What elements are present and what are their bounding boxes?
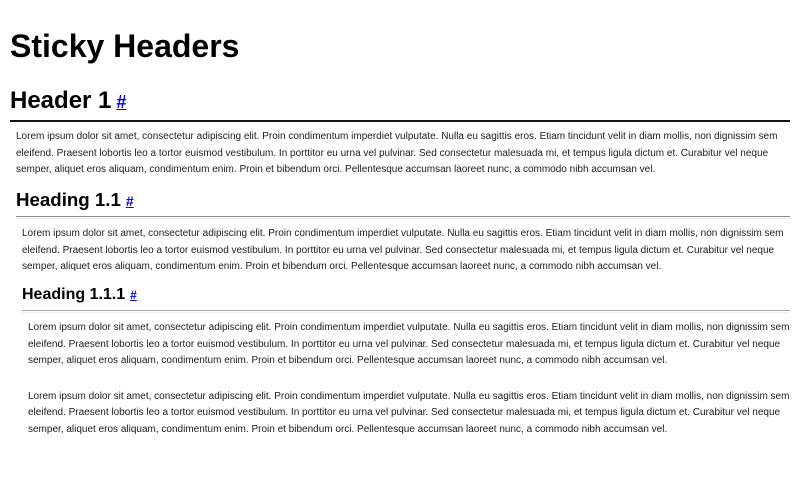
heading-1-1-heading-text: Heading 1.1 — [16, 188, 121, 210]
header-1-heading — [10, 87, 790, 115]
section-heading-1-1 — [16, 189, 790, 438]
paragraph: Lorem ipsum dolor sit amet, consectetur adipiscing elit. Proin condimentum imperdiet vulputate. Nulla eu sagittis eros. Etiam tincidunt velit in diam mollis, non dignissim sem eleifend. Praesent lobortis leo a tortor euismod vestibulum. In porttitor eu urna vel pulvinar. Sed consectetur malesuada mi, et tempus ligula dictum et. Curabitur vel neque semper, aliquet eros aliquam, condimentum enim. Proin et bibendum orci. Pellentesque accumsan laoreet nunc, a commodo nibh accumsan vel. — [16, 131, 778, 176]
page-content — [0, 28, 800, 438]
heading-1-1-1-heading-text: Heading 1.1.1 — [22, 285, 126, 303]
paragraph: Lorem ipsum dolor sit amet, consectetur adipiscing elit. Proin condimentum imperdiet vulputate. Nulla eu sagittis eros. Etiam tincidunt velit in diam mollis, non dignissim sem eleifend. Praesent lobortis leo a tortor euismod vestibulum. In porttitor eu urna vel pulvinar. Sed consectetur malesuada mi, et tempus ligula dictum et. Curabitur vel neque semper, aliquet eros aliquam, condimentum enim. Proin et bibendum orci. Pellentesque accumsan laoreet nunc, a commodo nibh accumsan vel. — [28, 390, 790, 435]
heading-1-1-anchor-link[interactable]: # — [125, 192, 134, 209]
heading-1-1-divider — [16, 216, 790, 219]
header-1-heading-text: Header 1 — [10, 86, 112, 114]
heading-1-1-1-heading — [22, 286, 790, 304]
section-header-1 — [10, 87, 790, 438]
page-title: Sticky Headers — [10, 28, 240, 64]
section-header-1-body — [10, 129, 790, 438]
heading-1-1-heading — [16, 189, 790, 211]
paragraph: Lorem ipsum dolor sit amet, consectetur adipiscing elit. Proin condimentum imperdiet vulputate. Nulla eu sagittis eros. Etiam tincidunt velit in diam mollis, non dignissim sem eleifend. Praesent lobortis leo a tortor euismod vestibulum. In porttitor eu urna vel pulvinar. Sed consectetur malesuada mi, et tempus ligula dictum et. Curabitur vel neque semper, aliquet eros aliquam, condimentum enim. Proin et bibendum orci. Pellentesque accumsan laoreet nunc, a commodo nibh accumsan vel. — [28, 322, 790, 367]
section-heading-1-1-1-body — [22, 320, 790, 438]
heading-1-1-1-anchor-link[interactable]: # — [130, 287, 137, 302]
paragraph: Lorem ipsum dolor sit amet, consectetur adipiscing elit. Proin condimentum imperdiet vulputate. Nulla eu sagittis eros. Etiam tincidunt velit in diam mollis, non dignissim sem eleifend. Praesent lobortis leo a tortor euismod vestibulum. In porttitor eu urna vel pulvinar. Sed consectetur malesuada mi, et tempus ligula dictum et. Curabitur vel neque semper, aliquet eros aliquam, condimentum enim. Proin et bibendum orci. Pellentesque accumsan laoreet nunc, a commodo nibh accumsan vel. — [22, 228, 784, 273]
header-1-divider — [10, 120, 790, 122]
section-heading-1-1-1 — [22, 286, 790, 438]
heading-1-1-1-divider — [22, 310, 790, 313]
header-1-anchor-link[interactable]: # — [116, 91, 127, 112]
section-heading-1-1-body — [16, 226, 790, 438]
